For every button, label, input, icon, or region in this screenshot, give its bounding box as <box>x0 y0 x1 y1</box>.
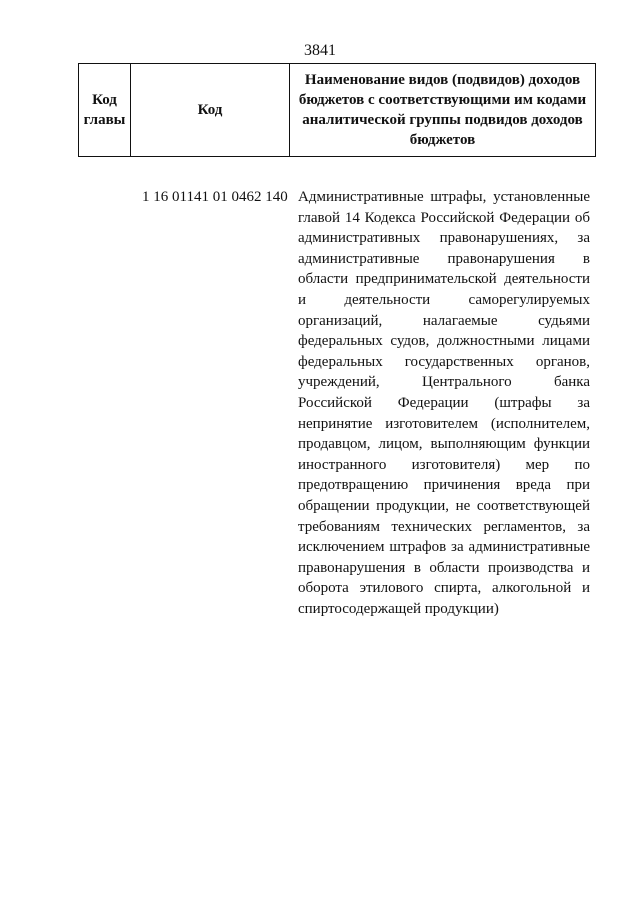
row-code: 1 16 01141 01 0462 140 <box>142 189 288 205</box>
row-name: Административные штрафы, установленные главой 14 Кодекса Российской Федерации об административных правонарушениях, за административные правонарушения в области предпринимательской деятельности и деятельности саморегулируемых организаций, налагаемые судьями федеральных судов, должностными лицами федеральных государственных органов, учреждений, Центрального банка Российской Федерации (штрафы за непринятие изготовителем (исполнителем, продавцом, лицом, выполняющим функции иностранного изготовителя) мер по предотвращению причинения вреда при обращении продукции, не соответствующей требованиям технических регламентов, за исключением штрафов за административные правонарушения в области производства и оборота этилового спирта, алкогольной и спиртосодержащей продукции) <box>298 189 590 617</box>
header-chapter-code <box>79 64 131 157</box>
page-number: 3841 <box>304 42 336 59</box>
header-chapter-code-line2: главы <box>83 112 126 128</box>
header-name: Наименование видов (подвидов) доходов бюджетов с соответствующими им кодами аналитической группы подвидов доходов бюджетов <box>290 64 596 157</box>
header-row <box>79 64 596 157</box>
header-chapter-code-line1: Код <box>92 92 117 108</box>
header-code: Код <box>131 64 290 157</box>
header-table <box>78 63 596 157</box>
